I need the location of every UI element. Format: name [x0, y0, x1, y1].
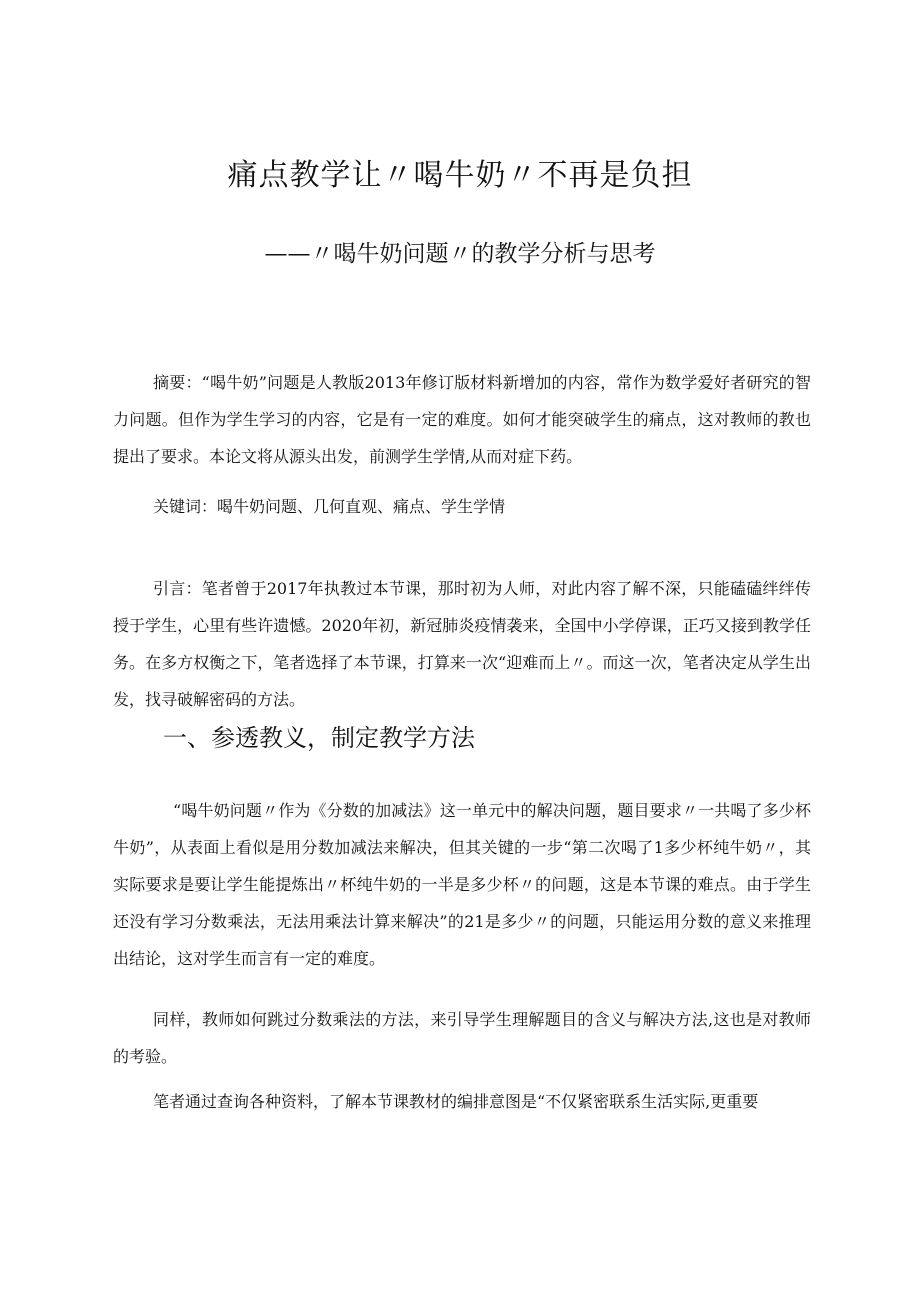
keywords-paragraph: 关键词：喝牛奶问题、几何直观、痛点、学生学情	[153, 497, 506, 516]
body-paragraph: 笔者通过查询各种资料，了解本节课教材的编排意图是“不仅紧密联系生活实际,更重要	[153, 1092, 759, 1111]
body-paragraph: “喝牛奶问题〃作为《分数的加减法》这一单元中的解决问题，题目要求〃一共喝了多少杯牛奶”，从表面上看似是用分数加减法来解决，但其关键的一步“第二次喝了1多少杯纯牛奶〃，其实际要求是要让学生能提炼出〃杯纯牛奶的一半是多少杯〃的问题，这是本节课的难点。由于学生还没有学习分数乘法，无法用乘法计算来解决”的21是多少〃的问题，只能运用分数的意义来推理出结论，这对学生而言有一定的难度。	[113, 801, 811, 968]
body-paragraph: 同样，教师如何跳过分数乘法的方法，来引导学生理解题目的含义与解决方法,这也是对教师的考验。	[113, 1010, 811, 1066]
intro-paragraph: 引言：笔者曾于2017年执教过本节课，那时初为人师，对此内容了解不深，只能磕磕绊绊传授于学生，心里有些许遗憾。2020年初，新冠肺炎疫情袭来，全国中小学停课，正巧又接到教学任务。在多方权衡之下，笔者选择了本节课，打算来一次“迎难而上〃。而这一次，笔者决定从学生出发，找寻破解密码的方法。	[113, 579, 811, 709]
document-subtitle: ——〃喝牛奶问题〃的教学分析与思考	[264, 241, 656, 267]
abstract-paragraph: 摘要：“喝牛奶”问题是人教版2013年修订版材料新增加的内容，常作为数学爱好者研究的智力问题。但作为学生学习的内容，它是有一定的难度。如何才能突破学生的痛点，这对教师的教也提出了要求。本论文将从源头出发，前测学生学情,从而对症下药。	[113, 373, 811, 466]
section-heading: 一、参透教义，制定教学方法	[163, 724, 475, 752]
document-title: 痛点教学让〃喝牛奶〃不再是负担	[227, 158, 693, 193]
